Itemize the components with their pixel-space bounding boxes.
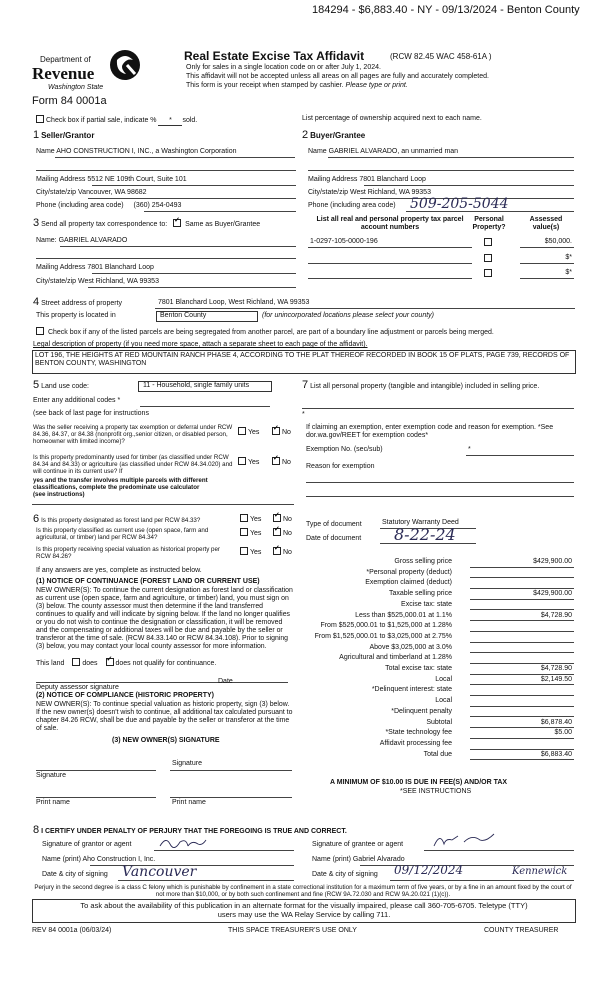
buyer-name-field[interactable]: Name GABRIEL ALVARADO, an unmarried man <box>308 148 459 155</box>
exemption-note: If claiming an exemption, enter exemption code and reason for exemption. *See dor.wa.gov/REET for exemption codes* <box>306 424 554 440</box>
doc-date-value[interactable]: 8-22-24 <box>394 525 456 544</box>
property-street-field[interactable]: 7801 Blanchard Loop, West Richland, WA 99353 <box>158 299 310 306</box>
grantee-signature-label: Signature of grantee or agent <box>312 841 404 848</box>
grantor-city[interactable]: Vancouver <box>122 864 197 880</box>
sec6-q1: 6 Is this property designated as forest land per RCW 84.33? <box>33 513 201 525</box>
note-1: Only for sales in a single location code on or after July 1, 2024. <box>186 64 381 71</box>
grantee-date-city-label: Date & city of signing <box>312 871 378 878</box>
county-select[interactable]: Benton County <box>156 311 258 322</box>
tax-row-label: Subtotal <box>426 718 452 726</box>
notice-compliance-heading: (2) NOTICE OF COMPLIANCE (HISTORIC PROPERTY) <box>36 692 214 699</box>
tax-row-label: Less than $525,000.01 at 1.1% <box>355 611 452 619</box>
segregate-row: Check box if any of the listed parcels are being segregated from another parcel, are part of a boundary line adjustment or parcels being merged. <box>36 327 494 337</box>
land-use-select[interactable]: 11 - Household, single family units <box>138 381 272 392</box>
assessed-value-1[interactable]: $50,000. <box>544 238 572 245</box>
deputy-date-label: Date <box>218 678 233 685</box>
certification-heading: 8 I CERTIFY UNDER PENALTY OF PERJURY THAT THE FOREGOING IS TRUE AND CORRECT. <box>33 824 347 836</box>
grantee-name-field[interactable]: Name (print) Gabriel Alvarado <box>312 856 405 863</box>
sec6-ifany: If any answers are yes, complete as instructed below. <box>36 567 202 574</box>
sec6-q1-no[interactable] <box>273 514 281 522</box>
sec6-q2-no[interactable] <box>273 528 281 536</box>
tax-row-value[interactable]: $6,883.40 <box>540 750 572 758</box>
sec5-q2b: yes and the transfer involves multiple parcels with different classifications, complete the predominate use calculator (see instructions) <box>33 477 208 499</box>
tax-row-label: Agricultural and timberland at 1.28% <box>339 654 452 662</box>
tax-row-label: Total due <box>423 750 452 758</box>
tax-row-label: *Delinquent penalty <box>391 707 452 715</box>
tax-row-value[interactable]: $2,149.50 <box>540 675 572 683</box>
sec5-q1-no[interactable] <box>272 427 280 435</box>
seller-address-field[interactable]: Mailing Address 5512 NE 109th Court, Suite 101 <box>36 176 187 183</box>
new-owner-print-2[interactable]: Print name <box>172 799 206 806</box>
buyer-heading: 2 Buyer/Grantee <box>302 129 366 141</box>
sec6-q3: Is this property receiving special valuation as historical property per RCW 84.26? <box>36 546 220 561</box>
additional-codes-label: Enter any additional codes * <box>33 397 121 404</box>
recording-stamp: 184294 - $6,883.40 - NY - 09/13/2024 - Benton County <box>312 4 580 16</box>
seller-heading: 1 Seller/Grantor <box>33 129 95 141</box>
new-owner-signature-2[interactable]: Signature <box>172 760 202 767</box>
see-instructions-label: (see back of last page for instructions <box>33 410 149 417</box>
revenue-logo-icon <box>108 48 142 82</box>
assessed-value-3[interactable]: $* <box>565 269 572 276</box>
form-title-ref: (RCW 82.45 WAC 458-61A ) <box>390 52 492 61</box>
buyer-phone-value: 509-205-5044 <box>410 196 509 212</box>
tax-row-label: Exemption claimed (deduct) <box>365 579 452 587</box>
tax-row-value[interactable]: $429,900.00 <box>533 558 572 565</box>
treasurer-use-label: THIS SPACE TREASURER'S USE ONLY <box>228 927 357 934</box>
seller-name-field[interactable]: Name AHO CONSTRUCTION I, INC., a Washington Corporation <box>36 148 237 155</box>
notice-continuance-heading: (1) NOTICE OF CONTINUANCE (FOREST LAND OR CURRENT USE) <box>36 578 260 585</box>
form-revision: REV 84 0001a (06/03/24) <box>32 927 112 934</box>
tax-row-value[interactable]: $6,878.40 <box>540 718 572 726</box>
grantor-signature-label: Signature of grantor or agent <box>42 841 132 848</box>
tax-row-label: From $525,000.01 to $1,525,000 at 1.28% <box>320 622 452 630</box>
buyer-phone-field[interactable]: Phone (including area code) <box>308 202 396 209</box>
logo-name: Revenue <box>32 64 95 83</box>
deputy-signature-label: Deputy assessor signature <box>36 684 119 691</box>
seller-phone-field[interactable]: Phone (including area code) (360) 254-0493 <box>36 202 182 209</box>
see-instructions-note: *SEE INSTRUCTIONS <box>400 788 472 795</box>
sec6-q2-yes[interactable] <box>240 528 248 536</box>
county-note: (for unincorporated locations please select your county) <box>262 312 434 319</box>
doc-type-value[interactable]: Statutory Warranty Deed <box>382 519 459 526</box>
sec6-q3-no[interactable] <box>273 547 281 555</box>
continuance-row: This land does ✓ does not qualify for continuance. <box>36 658 216 668</box>
doc-date-label: Date of document <box>306 535 362 542</box>
list-percentage-note: List percentage of ownership acquired next to each name. <box>302 115 482 122</box>
buyer-city-field[interactable]: City/state/zip West Richland, WA 99353 <box>308 189 431 196</box>
exemption-no-label: Exemption No. (sec/sub) <box>306 446 383 453</box>
assessed-value-header: Assessed value(s) <box>529 216 563 232</box>
sec5-q1: Was the seller receiving a property tax exemption or deferral under RCW 84.36, 84.37, or 84.38 (nonprofit org.,senior citizen, or disabled person, homeowner with limited income)? <box>33 424 233 446</box>
property-located-label: This property is located in <box>36 312 116 319</box>
sec4-street-row: 4 Street address of property <box>33 296 123 308</box>
form-number: Form 84 0001a <box>32 95 107 107</box>
sec3-address-field[interactable]: Mailing Address 7801 Blanchard Loop <box>36 264 154 271</box>
note-2: This affidavit will not be accepted unless all areas on all pages are fully and accurately completed. <box>186 73 489 80</box>
tax-row-label: From $1,525,000.01 to $3,025,000 at 2.75% <box>314 632 452 640</box>
minimum-due-note: A MINIMUM OF $10.00 IS DUE IN FEE(S) AND/OR TAX <box>330 779 508 786</box>
sec6-q2: Is this property classified as current use (open space, farm and agricultural, or timber) land per RCW 84.34? <box>36 527 209 542</box>
doc-type-label: Type of document <box>306 521 362 528</box>
grantor-signature[interactable] <box>158 834 208 850</box>
personal-property-checkbox-2[interactable] <box>484 254 492 262</box>
sec3-heading: 3 Send all property tax correspondence to: ✓ Same as Buyer/Grantee <box>33 217 260 230</box>
parcel-account-1[interactable]: 1-0297-105-0000-196 <box>310 238 378 245</box>
tax-row-label: *Personal property (deduct) <box>366 568 452 576</box>
parcel-header: List all real and personal property tax parcel account numbers <box>316 216 464 232</box>
buyer-address-field[interactable]: Mailing Address 7801 Blanchard Loop <box>308 176 426 183</box>
accessibility-box: To ask about the availability of this publication in an alternate format for the visually impaired, please call 360-705-6705. Teletype (TTY) users may use the WA Relay Service by calling 711. <box>32 899 576 923</box>
county-treasurer-label: COUNTY TREASURER <box>484 927 559 934</box>
grantee-signature[interactable] <box>428 830 498 850</box>
notice-compliance-body: NEW OWNER(S): To continue special valuation as historic property, sign (3) below. If the new owner(s) doesn't wish to continue, all additional tax calculated pursuant to chapter 84.26 RCW, shall be due and payable by the seller or transferor at the time of sale. <box>36 701 293 732</box>
personal-property-header: Personal Property? <box>472 216 506 232</box>
tax-row-label: Local <box>435 675 452 683</box>
partial-sale-row: Check box if partial sale, indicate % * sold. <box>36 115 197 126</box>
segregate-checkbox[interactable] <box>36 327 44 335</box>
notice-continuance-body: NEW OWNER(S): To continue the current designation as forest land or classification as current use (open space, farm and agriculture, or timber) land, you must sign on (3) below. The county assessor must then determine if the land transferred continues to qualify and will indicate by signing below. If the land no longer qualifies or you do not wish to continue the designation or classification, it will be removed and the compensating or additional taxes will be due and payable by the seller or transferor at the time of sale. (RCW 84.33.140 or RCW 84.34.108). Prior to signing (3) below, you may contact your local county assessor for more information. <box>36 587 293 650</box>
tax-row-value[interactable]: $4,728.90 <box>540 611 572 619</box>
sec5-q2: Is this property predominantly used for timber (as classified under RCW 84.34 and 84.33) or agriculture (as classified under RCW 84.34.020) and will continue in its current use? If <box>33 454 233 476</box>
sec6-q3-yes[interactable] <box>240 547 248 555</box>
sec5-heading: 5 Land use code: <box>33 379 89 391</box>
new-owner-signature-heading: (3) NEW OWNER(S) SIGNATURE <box>112 737 220 744</box>
new-owner-signature-1[interactable]: Signature <box>36 772 66 779</box>
reason-label: Reason for exemption <box>306 463 375 470</box>
perjury-notice: Perjury in the second degree is a class C felony which is punishable by confinement in a state correctional institution for a maximum term of five years, or by a fine in an amount fixed by the court of not more than $10,000, or by both such confinement and fine (RCW 9A.72.030 and RCW 9A.20.021 (1)(c)). <box>34 884 572 899</box>
sec5-q2-no[interactable] <box>272 457 280 465</box>
logo-dept: Department of <box>40 55 91 64</box>
grantor-date-city-label: Date & city of signing <box>42 871 108 878</box>
tax-row-value[interactable]: $5.00 <box>554 729 572 737</box>
note-3: This form is your receipt when stamped by cashier. Please type or print. <box>186 82 408 89</box>
same-as-buyer-checkbox[interactable] <box>173 219 181 227</box>
grantee-city[interactable]: Kennewick <box>512 866 568 877</box>
land-does-checkbox[interactable] <box>72 658 80 666</box>
grantor-name-field[interactable]: Name (print) Aho Construction I, Inc. <box>42 856 156 863</box>
logo-state: Washington State <box>48 84 104 91</box>
legal-label: Legal description of property (if you need more space, attach a separate sheet to each page of the affidavit). <box>33 341 368 348</box>
tax-row-label: Excise tax: state <box>401 600 452 608</box>
form-title: Real Estate Excise Tax Affidavit <box>184 49 365 63</box>
legal-description-field[interactable]: LOT 196, THE HEIGHTS AT RED MOUNTAIN RANCH PHASE 4, ACCORDING TO THE PLAT THEREOF RECORDED IN BOOK 15 OF PLATS, PAGE 739, RECORDS OF BENTON COUNTY, WASHINGTON <box>32 350 576 374</box>
sec6-q1-yes[interactable] <box>240 514 248 522</box>
tax-row-label: Gross selling price <box>394 558 452 565</box>
seller-city-field[interactable]: City/state/zip Vancouver, WA 98682 <box>36 189 147 196</box>
tax-row-label: Above $3,025,000 at 3.0% <box>369 643 452 651</box>
tax-row-label: *Delinquent interest: state <box>371 686 452 694</box>
sec3-city-field[interactable]: City/state/zip West Richland, WA 99353 <box>36 278 159 285</box>
sec5-q2-yes[interactable] <box>238 457 246 465</box>
sec7-heading: 7 List all personal property (tangible and intangible) included in selling price. <box>302 379 540 391</box>
new-owner-print-1[interactable]: Print name <box>36 799 70 806</box>
tax-row-value[interactable]: $429,900.00 <box>533 590 572 598</box>
assessed-value-2[interactable]: $* <box>565 254 572 261</box>
sec3-name-field[interactable]: Name: GABRIEL ALVARADO <box>36 237 128 244</box>
tax-row-label: Local <box>435 697 452 705</box>
land-does-not-checkbox[interactable] <box>106 658 114 666</box>
partial-sale-checkbox[interactable] <box>36 115 44 123</box>
personal-property-checkbox-3[interactable] <box>484 269 492 277</box>
tax-row-value[interactable]: $4,728.90 <box>540 665 572 672</box>
tax-row-label: *State technology fee <box>385 729 452 737</box>
tax-row-label: Total excise tax: state <box>385 665 452 672</box>
sec5-q1-yes[interactable] <box>238 427 246 435</box>
tax-row-label: Taxable selling price <box>388 590 452 598</box>
tax-row-label: Affidavit processing fee <box>379 739 452 747</box>
grantee-date[interactable]: 09/12/2024 <box>394 863 464 877</box>
personal-property-checkbox-1[interactable] <box>484 238 492 246</box>
